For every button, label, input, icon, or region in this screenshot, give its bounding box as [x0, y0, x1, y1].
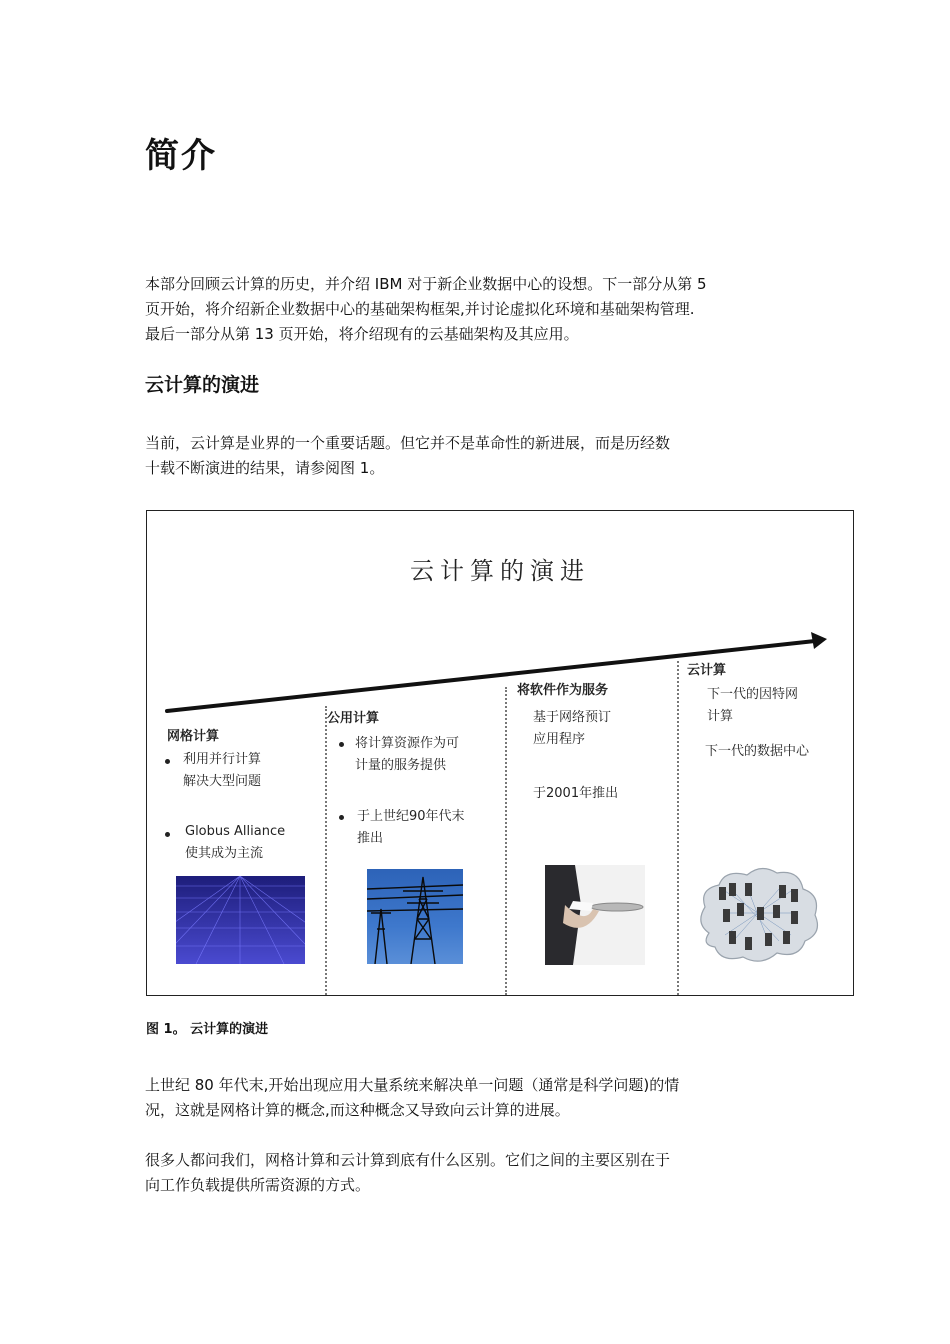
paragraph-line: 很多人都问我们，网格计算和云计算到底有什么区别。它们之间的主要区别在于: [145, 1151, 671, 1169]
column-text-line: 计算: [707, 709, 734, 724]
column-text-line: 将计算资源作为可: [355, 736, 460, 751]
column-heading: 公用计算: [327, 711, 380, 726]
column-text-line: 使其成为主流: [185, 846, 264, 861]
section-title: 云计算的演进: [145, 374, 260, 396]
column-text-line: 于2001年推出: [533, 786, 619, 801]
column-heading: 网格计算: [167, 729, 220, 744]
column-text-line: Globus Alliance: [185, 824, 286, 839]
section-paragraph: [145, 431, 775, 481]
column-text-line: 解决大型问题: [183, 774, 262, 789]
column-divider: [505, 687, 507, 995]
bullet-dot: [339, 815, 344, 820]
paragraph-line: 向工作负载提供所需资源的方式。: [145, 1176, 371, 1194]
paragraph-line: 况，这就是网格计算的概念,而这种概念又导致向云计算的进展。: [145, 1101, 570, 1119]
column-divider: [677, 661, 679, 995]
column-text: [183, 749, 261, 793]
column-text-line: 于上世纪90年代末: [357, 809, 465, 824]
column-text: [185, 821, 285, 865]
paragraph-line: 十载不断演进的结果，请参阅图 1。: [145, 459, 385, 477]
intro-line: 本部分回顾云计算的历史，并介绍 IBM 对于新企业数据中心的设想。下一部分从第 5: [145, 275, 707, 293]
column-text: [355, 733, 459, 777]
column-divider: [325, 706, 327, 995]
figure-title: 云计算的演进: [410, 557, 590, 585]
column-text-line: 应用程序: [533, 732, 586, 747]
column-text: [533, 707, 611, 751]
server-cloud-image: [695, 863, 823, 967]
column-text-line: 计量的服务提供: [355, 758, 447, 773]
paragraph-line: 上世纪 80 年代末,开始出现应用大量系统来解决单一问题（通常是科学问题)的情: [145, 1076, 680, 1094]
column-text-line: 下一代的数据中心: [705, 744, 810, 759]
intro-line: 最后一部分从第 13 页开始，将介绍现有的云基础架构及其应用。: [145, 325, 579, 343]
column-heading: 云计算: [687, 663, 727, 678]
column-heading: 将软件作为服务: [517, 683, 609, 698]
figure-caption: 图 1。 云计算的演进: [146, 1022, 269, 1037]
page-title: 简介: [145, 136, 217, 176]
column-text: [705, 741, 809, 763]
column-text-line: 下一代的因特网: [707, 687, 799, 702]
difference-paragraph: [145, 1148, 775, 1198]
column-text-line: 基于网络预订: [533, 710, 612, 725]
bullet-dot: [165, 759, 170, 764]
column-text: [357, 806, 465, 850]
grid-image: [176, 876, 305, 964]
intro-paragraph: [145, 272, 775, 347]
bullet-dot: [165, 832, 170, 837]
waiter-tray-image: [545, 865, 645, 965]
column-text: [533, 783, 618, 805]
intro-line: 页开始，将介绍新企业数据中心的基础架构框架,并讨论虚拟化环境和基础架构管理.: [145, 300, 695, 318]
power-tower-image: [367, 869, 463, 964]
evolution-figure: [146, 510, 854, 996]
column-text: [707, 684, 798, 728]
column-text-line: 推出: [357, 831, 384, 846]
column-text-line: 利用并行计算: [183, 752, 262, 767]
bullet-dot: [339, 742, 344, 747]
grid-history-paragraph: [145, 1073, 775, 1123]
paragraph-line: 当前，云计算是业界的一个重要话题。但它并不是革命性的新进展，而是历经数: [145, 434, 671, 452]
